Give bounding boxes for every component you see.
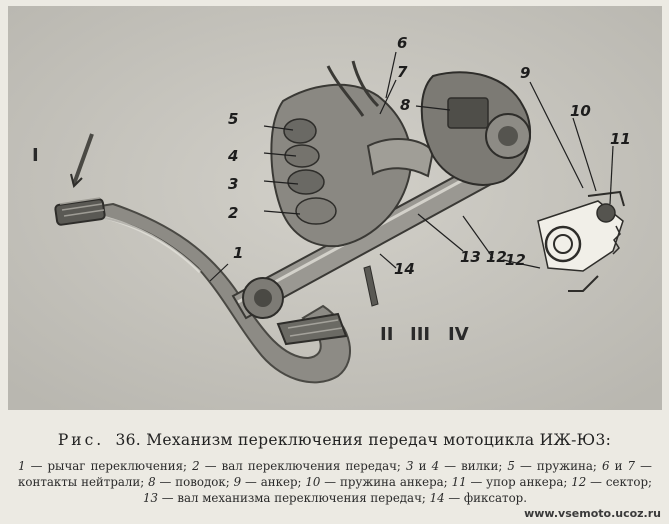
legend-number: 3 [406, 459, 414, 473]
legend-number: 14 [429, 491, 445, 505]
gear-position-neutral-mark: I [32, 145, 39, 166]
legend-number: 10 [305, 475, 321, 489]
gear-position-3: III [410, 324, 431, 345]
callout-5: 5 [228, 110, 239, 128]
callout-3: 3 [228, 175, 239, 193]
gear-position-4: IV [448, 324, 469, 345]
mechanism-photo [8, 6, 662, 410]
legend-number: 7 [627, 459, 636, 473]
caption-title-text: 36. Механизм переключения передач мотоцикла ИЖ-Ю3: [115, 431, 612, 449]
caption-lead: Рис. [57, 431, 105, 449]
legend-text: — пружина; [514, 459, 602, 473]
legend-number: 4 [431, 459, 440, 473]
legend-text: и [413, 459, 432, 473]
legend-text: и [609, 459, 628, 473]
callout-4: 4 [228, 147, 239, 165]
callout-10: 10 [570, 102, 591, 120]
legend-text: — сектор; [586, 475, 652, 489]
legend-number: 1 [18, 459, 26, 473]
callout-9: 9 [520, 64, 531, 82]
callout-13: 13 [460, 248, 481, 266]
callout-12-diagram: 12 [505, 251, 526, 269]
legend-text: — вал механизма переключения передач; [158, 491, 430, 505]
legend-text: — анкер; [241, 475, 306, 489]
mechanism-illustration [8, 6, 662, 410]
legend-text: — фиксатор. [444, 491, 527, 505]
callout-7: 7 [397, 63, 408, 81]
legend-text: — вал переключения передач; [199, 459, 406, 473]
callout-2: 2 [228, 204, 239, 222]
legend-number: 12 [571, 475, 587, 489]
legend-number: 8 [148, 475, 156, 489]
site-watermark: www.vsemoto.ucoz.ru [524, 507, 661, 520]
legend-text: — контакты нейтрали; [18, 459, 652, 489]
legend-text: — поводок; [155, 475, 234, 489]
legend-number: 11 [451, 475, 467, 489]
legend-number: 6 [601, 459, 610, 473]
callout-14: 14 [394, 260, 415, 278]
legend-number: 13 [143, 491, 159, 505]
legend-text: — упор анкера; [466, 475, 572, 489]
legend-number: 9 [233, 475, 242, 489]
legend-text: — рычаг переключения; [25, 459, 193, 473]
gear-position-2: II [380, 324, 394, 345]
callout-11: 11 [610, 130, 631, 148]
legend-text: — вилки; [439, 459, 508, 473]
figure-legend [18, 458, 652, 506]
legend-number: 2 [192, 459, 200, 473]
callout-6: 6 [397, 34, 408, 52]
figure-caption [0, 431, 669, 449]
legend-number: 5 [507, 459, 515, 473]
callout-12: 12 [486, 248, 507, 266]
callout-1: 1 [233, 244, 244, 262]
callout-8: 8 [400, 96, 411, 114]
legend-text: — пружина анкера; [320, 475, 452, 489]
